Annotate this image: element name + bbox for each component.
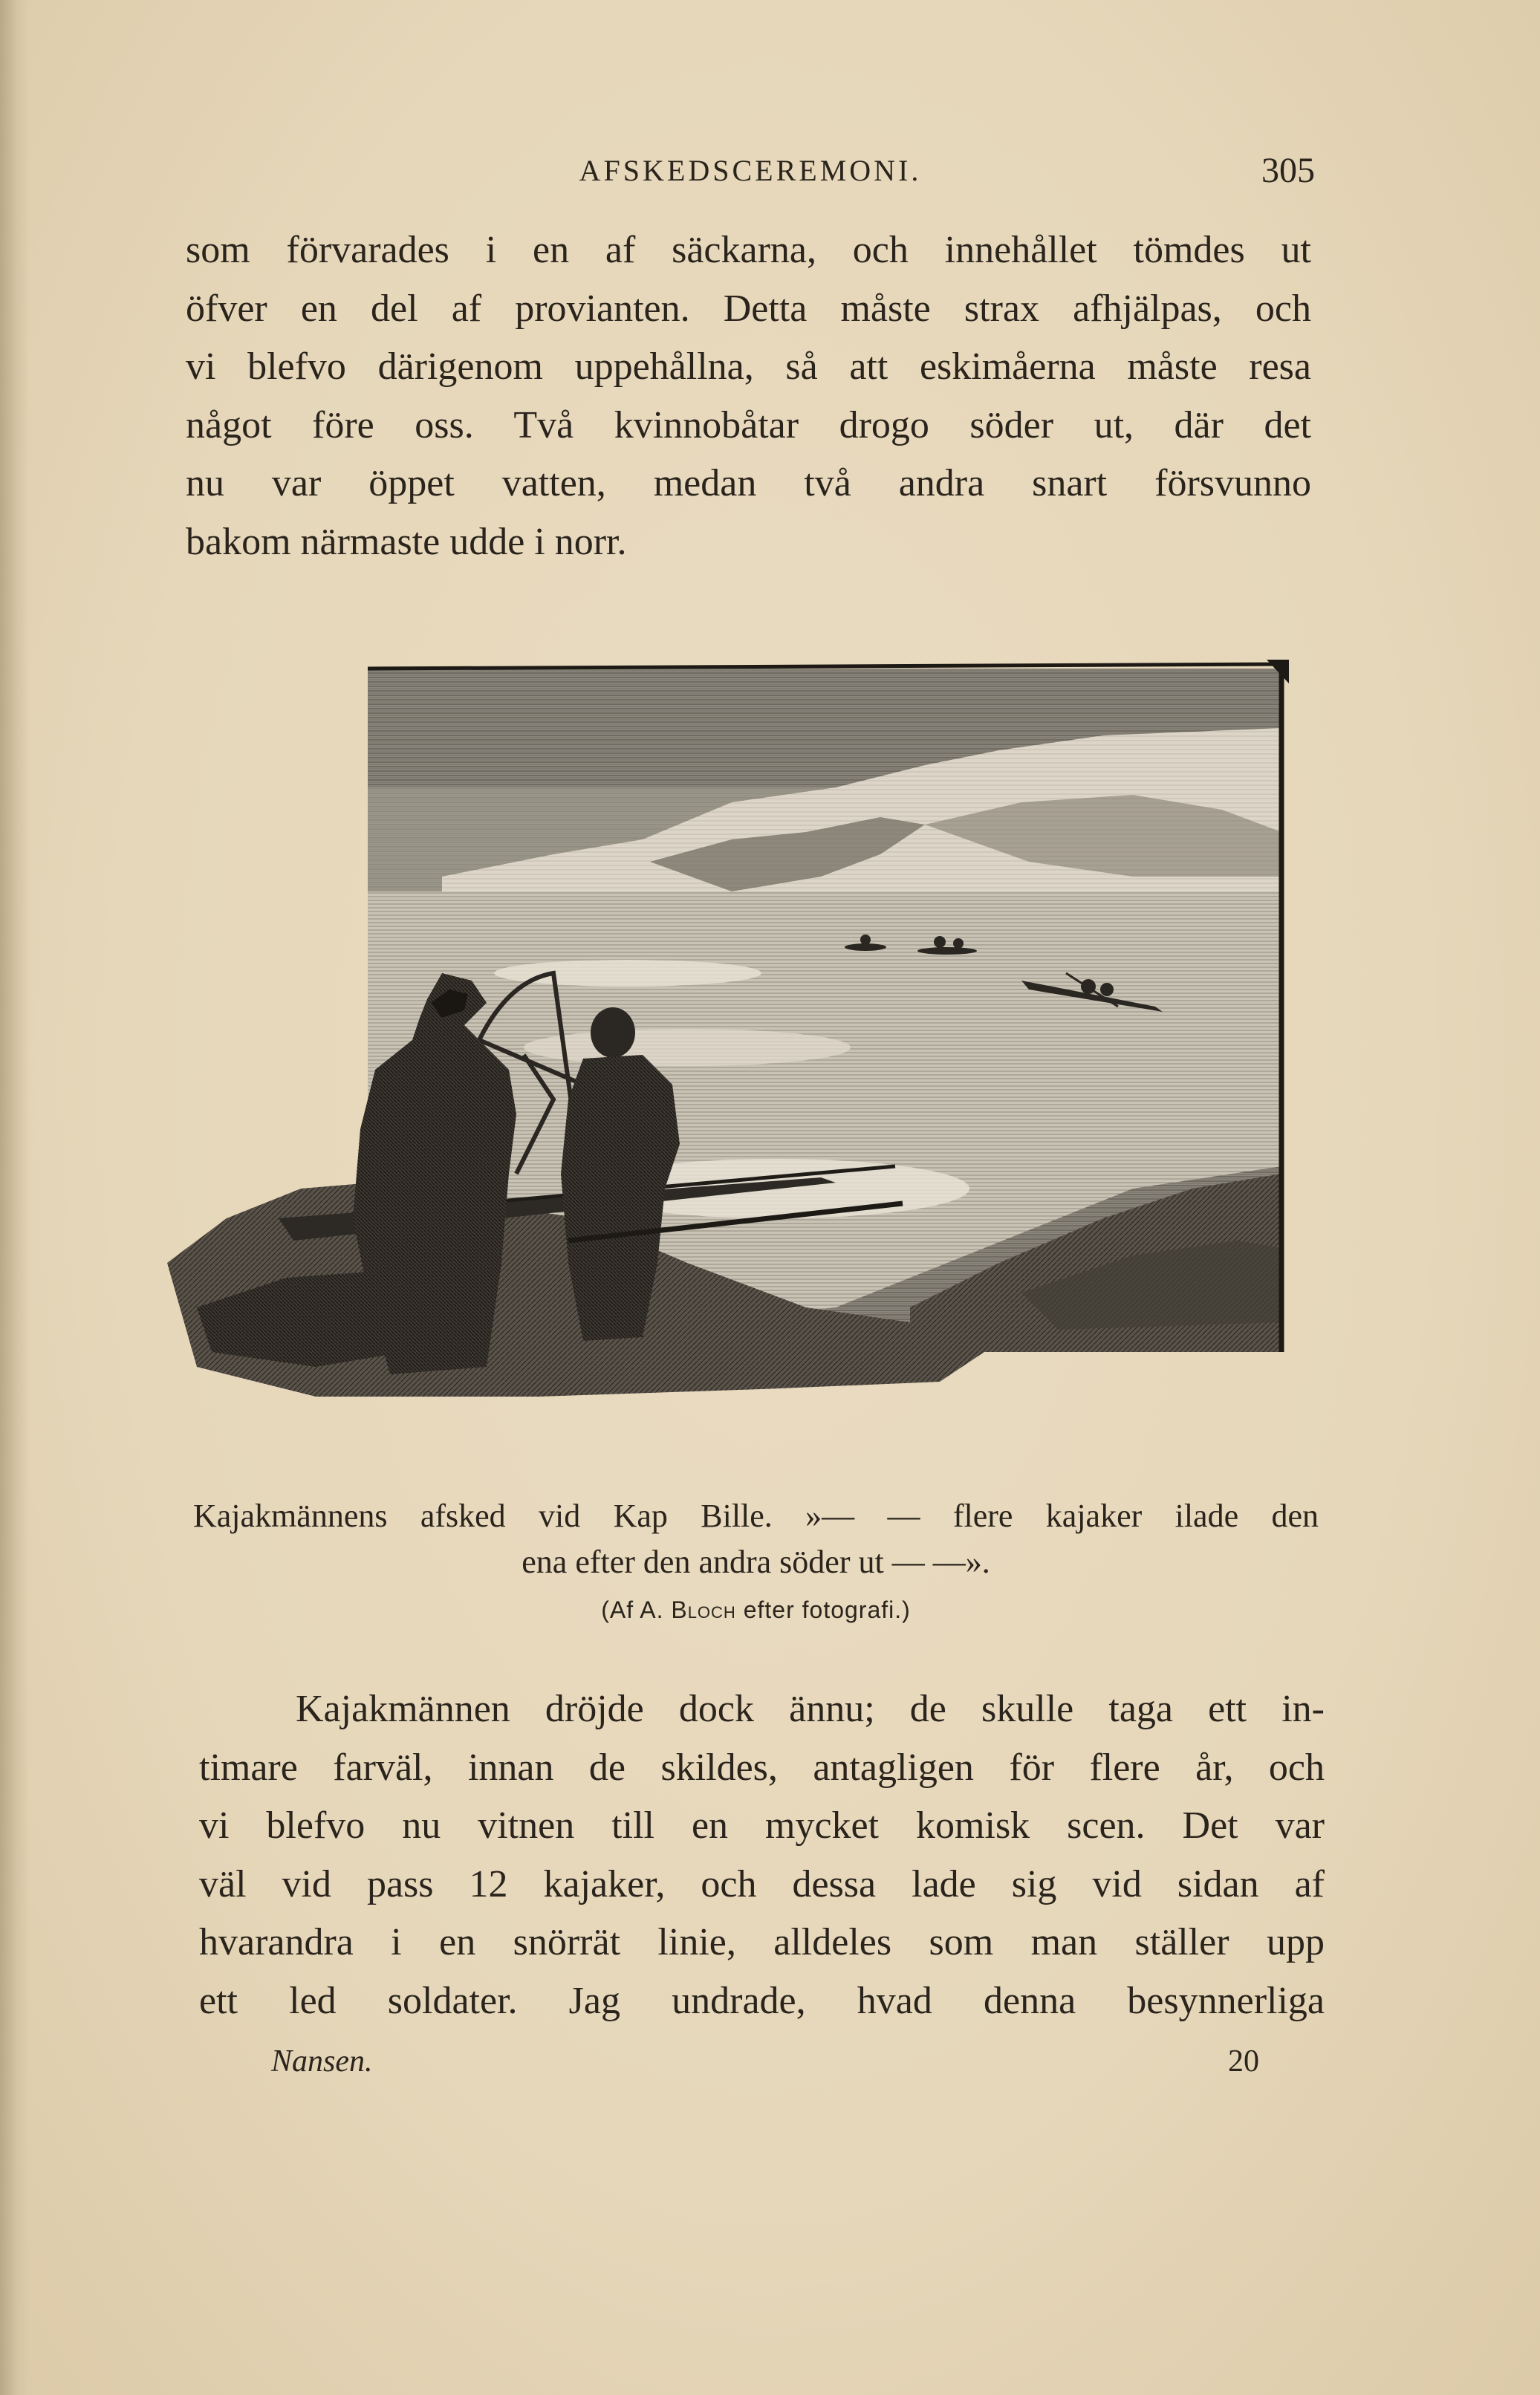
caption-line: ena efter den andra söder ut — —». (522, 1544, 990, 1580)
text-line: vi blefvo därigenom uppehållna, så att eskimåerna måste resa (186, 345, 1311, 388)
spine-shadow (0, 0, 30, 2395)
text-line: något före oss. Två kvinnobåtar drogo söder ut, där det (186, 403, 1311, 446)
credit-suffix: efter fotografi.) (735, 1596, 911, 1623)
text-line: öfver en del af provianten. Detta måste strax afhjälpas, och (186, 287, 1311, 330)
caption-line: Kajakmännens afsked vid Kap Bille. »— — flere kajaker ilade den (193, 1498, 1319, 1534)
text-line: som förvarades i en af säckarna, och innehållet tömdes ut (186, 229, 1311, 271)
engraving-kayakers-illustration (167, 654, 1304, 1449)
signature-mark: Nansen. (271, 2044, 373, 2079)
text-line: timare farväl, innan de skildes, antagligen för flere år, och (199, 1746, 1325, 1789)
page-header (186, 149, 1315, 201)
sheet-number: 20 (1228, 2044, 1259, 2079)
figure-credit (193, 1591, 1319, 1628)
page-number: 305 (1261, 151, 1315, 190)
text-line: Kajakmännen dröjde dock ännu; de skulle taga ett in- (296, 1688, 1325, 1730)
paragraph-bottom (199, 1680, 1325, 2030)
running-head: AFSKEDSCEREMONI. (579, 154, 922, 187)
credit-name: Bloch (671, 1596, 736, 1623)
text-line: hvarandra i en snörrät linie, alldeles som man ställer upp (199, 1921, 1325, 1963)
figure-caption (193, 1493, 1319, 1585)
text-line: nu var öppet vatten, medan två andra snart försvunno (186, 462, 1311, 504)
text-line: väl vid pass 12 kajaker, och dessa lade sig vid sidan af (199, 1862, 1325, 1905)
text-line: ett led soldater. Jag undrade, hvad denna besynnerliga (199, 1979, 1325, 2022)
page-footer (271, 2039, 1259, 2084)
credit-prefix: (Af A. (601, 1596, 672, 1623)
text-line: bakom närmaste udde i norr. (186, 520, 627, 563)
text-line: vi blefvo nu vitnen till en mycket komisk scen. Det var (199, 1804, 1325, 1847)
paragraph-top (186, 221, 1311, 571)
